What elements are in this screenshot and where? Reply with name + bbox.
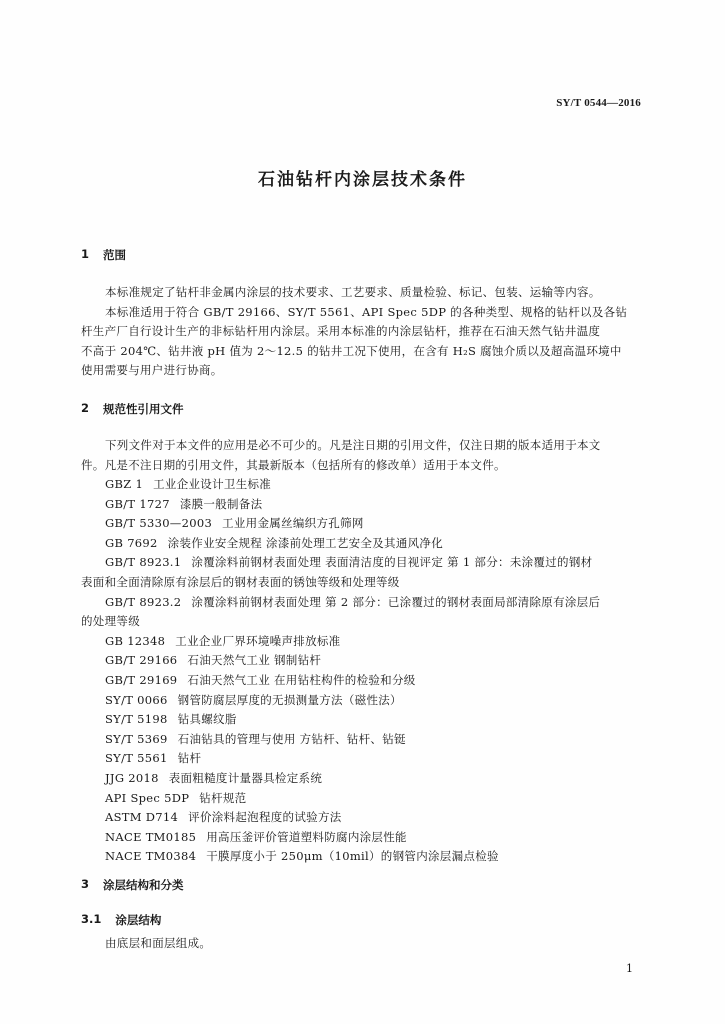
- reference-list: [81, 475, 667, 867]
- section-title: 规范性引用文件: [103, 402, 184, 416]
- paragraph-line: 不高于 204℃、钻井液 pH 值为 2～12.5 的钻井工况下使用，在含有 H₂S 腐蚀介质以及超高温环境中: [81, 343, 622, 358]
- reference-item: [81, 789, 667, 809]
- reference-item: [81, 573, 667, 593]
- reference-item: [81, 828, 667, 848]
- reference-title: 工业企业厂界环境噪声排放标准: [175, 633, 341, 648]
- section-title: 范围: [103, 248, 127, 262]
- section-number: 2: [81, 401, 90, 415]
- reference-title: 涂装作业安全规程 涂漆前处理工艺安全及其通风净化: [167, 535, 444, 550]
- reference-item: [81, 534, 667, 554]
- standard-number: SY/T 0544—2016: [556, 97, 641, 109]
- section-number: 1: [81, 247, 90, 261]
- section-2-heading: [81, 401, 184, 417]
- reference-code: GB/T 29169: [105, 672, 178, 687]
- reference-title: 表面粗糙度计量器具检定系统: [168, 770, 323, 785]
- section-number: 3: [81, 877, 90, 891]
- reference-title: 石油钻具的管理与使用 方钻杆、钻杆、钻铤: [177, 731, 406, 746]
- paragraph-line: 使用需要与用户进行协商。: [81, 363, 223, 378]
- reference-code: GB/T 1727: [105, 496, 170, 511]
- reference-item: [81, 671, 667, 691]
- reference-title: 干膜厚度小于 250μm（10mil）的钢管内涂层漏点检验: [206, 849, 499, 864]
- reference-code: SY/T 0066: [105, 692, 168, 707]
- section-number: 3.1: [81, 912, 102, 926]
- section-3-1-body: [81, 934, 667, 954]
- paragraph-line: 杆生产厂自行设计生产的非标钻杆用内涂层。采用本标准的内涂层钻杆，推荐在石油天然气钻井温度: [81, 324, 601, 339]
- reference-title: 表面和全面清除原有涂层后的钢材表面的锈蚀等级和处理等级: [81, 574, 400, 589]
- reference-code: GB 7692: [105, 535, 158, 550]
- reference-item: [81, 553, 667, 573]
- reference-code: GB/T 5330—2003: [105, 516, 213, 531]
- reference-title: 钢管防腐层厚度的无损测量方法（磁性法）: [177, 692, 402, 707]
- reference-title: 钻杆: [177, 751, 202, 766]
- section-title: 涂层结构和分类: [103, 878, 184, 892]
- reference-item: [81, 651, 667, 671]
- section-3-heading: [81, 877, 184, 893]
- reference-code: NACE TM0384: [105, 849, 197, 864]
- reference-title: 钻杆规范: [199, 790, 247, 805]
- reference-code: ASTM D714: [105, 810, 179, 825]
- reference-item: [81, 691, 667, 711]
- reference-code: SY/T 5561: [105, 751, 168, 766]
- reference-code: GB/T 8923.2: [105, 594, 182, 609]
- paragraph-line: 本标准适用于符合 GB/T 29166、SY/T 5561、API Spec 5DP 的各种类型、规格的钻杆以及各钻: [105, 304, 628, 319]
- reference-title: 涂覆涂料前钢材表面处理 第 2 部分：已涂覆过的钢材表面局部清除原有涂层后: [191, 594, 601, 609]
- reference-item: [81, 808, 667, 828]
- reference-title: 的处理等级: [81, 614, 140, 629]
- reference-title: 工业用金属丝编织方孔筛网: [222, 516, 364, 531]
- reference-item: [81, 495, 667, 515]
- reference-title: 石油天然气工业 钢制钻杆: [187, 653, 322, 668]
- reference-item: [81, 769, 667, 789]
- reference-title: 石油天然气工业 在用钻柱构件的检验和分级: [187, 672, 416, 687]
- reference-title: 钻具螺纹脂: [177, 712, 237, 727]
- reference-title: 工业企业设计卫生标准: [153, 477, 272, 491]
- paragraph-line: 下列文件对于本文件的应用是必不可少的。凡是注日期的引用文件，仅注日期的版本适用于本文: [105, 438, 601, 452]
- reference-item: [81, 593, 667, 613]
- paragraph-line: 由底层和面层组成。: [105, 936, 212, 950]
- reference-code: NACE TM0185: [105, 829, 197, 844]
- reference-item: [81, 710, 667, 730]
- reference-title: 评价涂料起泡程度的试验方法: [188, 810, 342, 825]
- section-2-intro: [81, 436, 667, 475]
- reference-item: [81, 632, 667, 652]
- reference-item: [81, 475, 667, 495]
- reference-code: API Spec 5DP: [105, 790, 190, 805]
- section-title: 涂层结构: [115, 913, 162, 927]
- section-1-heading: [81, 247, 126, 263]
- reference-item: [81, 847, 667, 867]
- reference-code: SY/T 5369: [105, 731, 168, 746]
- reference-code: GBZ 1: [105, 477, 144, 491]
- reference-item: [81, 730, 667, 750]
- reference-title: 漆膜一般制备法: [179, 496, 263, 511]
- page-number: 1: [626, 962, 633, 975]
- document-title: 石油钻杆内涂层技术条件: [258, 170, 467, 190]
- reference-item: [81, 514, 667, 534]
- section-1-body: [81, 283, 667, 381]
- reference-code: SY/T 5198: [105, 712, 168, 727]
- reference-item: [81, 749, 667, 769]
- reference-code: GB 12348: [105, 633, 166, 648]
- paragraph-line: 件。凡是不注日期的引用文件，其最新版本（包括所有的修改单）适用于本文件。: [81, 457, 506, 472]
- reference-code: GB/T 8923.1: [105, 555, 182, 570]
- reference-item: [81, 612, 667, 632]
- reference-title: 用高压釜评价管道塑料防腐内涂层性能: [206, 829, 407, 844]
- paragraph-line: 本标准规定了钻杆非金属内涂层的技术要求、工艺要求、质量检验、标记、包装、运输等内容。: [105, 285, 601, 299]
- reference-code: JJG 2018: [105, 770, 159, 785]
- reference-title: 涂覆涂料前钢材表面处理 表面清洁度的目视评定 第 1 部分：未涂覆过的钢材: [191, 555, 593, 570]
- section-3-1-heading: [81, 912, 161, 928]
- reference-code: GB/T 29166: [105, 653, 178, 668]
